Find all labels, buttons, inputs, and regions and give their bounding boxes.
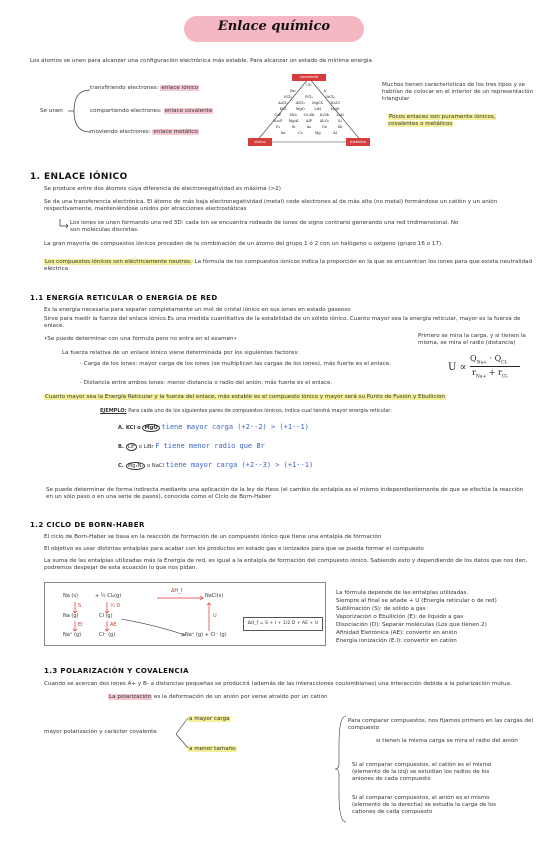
s13-right-brace (334, 714, 348, 824)
s11-side-note: Primero se mira la carga, y si tienen la misma, se mira el radio (distancia) (418, 333, 526, 347)
unions-brace (66, 88, 92, 134)
s13-right-3: Si al comparar compuestos, el catión es el mismo (elemento de la izq) se estudian los radios de los aniones de cada compuesto (352, 762, 492, 783)
s13-left-label: mayor polarización y carácter covalente (44, 729, 157, 735)
triangle-compound-label: K₃Sb (320, 113, 329, 117)
s11-line-2: Sirve para medir la fuerza del enlace iónico.Es una medida cuantitativa de la estabilidad de un sólido iónico. Cuanto mayor sea la energía reticular, mayor es la fuerza de enlace. (44, 316, 521, 330)
s11-line-3: •Se puede determinar con una fórmula pero no entra en el examen• (44, 336, 237, 342)
triangle-compound-label: MgO (295, 107, 305, 111)
unions-label: Se unen (40, 108, 63, 114)
s12-line-3: La suma de las entalpías utilizadas más la Energía de red, es igual a la entalpía de formación del compuesto iónico. Sabiendo esto y dependiendo de los datos que nos den, podremos despejar de esta ecuación lo que nos pidan. (44, 558, 528, 572)
triangle-compound-label: AlCl₃ (295, 101, 305, 105)
example-b: B. LiF o LiBr F tiene menor radio que Br (118, 442, 265, 450)
s13-right-4: Si al comparar compuestos, el anión es el mismo (elemento de la derecha) se estudia la carga de los cationes de cada compuesto (352, 795, 497, 816)
triangle-compound-label: SiCl₄ (325, 95, 335, 99)
energy-formula: U ∝ $Q_{Na+} \cdot Q_{Cl-}$ $r_{Na+} + r_{Cl-}$ (418, 354, 544, 384)
triangle-compound-label: As (306, 125, 312, 129)
triangle-compound-label: S₈ (338, 119, 342, 123)
page-title: Enlace químico (217, 19, 331, 34)
triangle-compound-label: Br₂ (290, 89, 296, 93)
union-item-covalent: compartiendo electrones: enlace covalente (90, 108, 213, 114)
s11-line-1: Es la energía necesaria para separar completamente un mol de cristal iónico en sus iones en estado gaseoso (44, 307, 351, 313)
triangle-compound-label: Sb (337, 125, 343, 129)
triangle-label-ionic: iónico (254, 139, 266, 144)
arrow-icon (58, 218, 70, 230)
triangle-compound-label: Cs (297, 131, 303, 135)
triangle-compound-label: Al (333, 131, 337, 135)
triangle-label-covalent: covalente (299, 74, 319, 79)
triangle-compound-label: Cs₃Sb (303, 113, 315, 117)
s11-conclusion: Cuanto mayor sea la Energía Reticular y la fuerza del enlace, más estable es el compuesto iónico y mayor será su Punto de Fusión y Ebullición (45, 394, 445, 400)
triangle-compound-label: PCl₃ (305, 95, 313, 99)
bh-legend-5: Afinidad Eletrónica (AE): convertir en anión (336, 630, 458, 636)
triangle-compound-label: MgCl₂ (312, 101, 324, 105)
bh-legend-2: Sublimación (S): de sólido a gas (336, 606, 426, 612)
s13-right-1: Para comparar compuestos, nos fijamos primero en las cargas del compuesto (348, 718, 534, 732)
triangle-compound-label: I₂ (323, 89, 327, 93)
triangle-compound-label: MgAl (288, 119, 299, 123)
union-item-ionic: transfiriendo electrones: enlace iónico (90, 85, 199, 91)
s13-right-2: si tienen la misma carga se mira el radio del anión (376, 738, 518, 744)
triangle-compound-label: Al₂O₃ (319, 119, 330, 123)
section-1-heading: 1. ENLACE IÓNICO (30, 172, 128, 182)
intro-text: Los átomos se unen para alcanzar una configuración electrónica más estable. Para alcanzar un estado de mínima energía (30, 58, 372, 64)
s13-branch-size: a menor tamaño (189, 746, 236, 752)
bh-legend-6: Energía ionización (E.I): convertir en catión (336, 638, 457, 644)
s1-line-5: Los compuestos iónicos son eléctricamente neutros. La fórmula de los compuestos iónicos indica la proporción en la que se encuentran los iones para que exista neutralidad eléctrica (44, 259, 533, 273)
triangle-compound-label: KCl (279, 107, 287, 111)
bh-legend-3: Vaporización o Ebullición (E): de líquido a gas (336, 614, 464, 620)
bh-legend-1: Siempre al final se añade + U (Energía reticular o de red) (336, 598, 497, 604)
example-c: C. Mg₃N₂ o NaCl tiene mayor carga (+2·-3) > (+1·-1) (118, 461, 314, 469)
s13-line-1: Cuando se acercan dos iones A+ y B- a distancias pequeñas se producirá (además de las interacciones coulombianas) una interacción debida a la polarización mutua. (44, 681, 512, 687)
triangle-note: Muchos tienen características de los tres tipos y se habrían de colocar en el interior de un representación triangular (382, 82, 534, 103)
union-item-metallic: moviendo electrones: enlace metálico (90, 129, 198, 135)
triangle-highlight-note: Pocos enlaces son puramente iónicos, covalentes o metálicos (388, 114, 496, 128)
triangle-compound-label: AlP (305, 119, 313, 123)
triangle-compound-label: Si (291, 125, 296, 129)
born-haber-diagram: Na (s) + ½ Cl₂(g) ΔH_f NaCl(s) S ½ D Na (g) Cl (g) EI AE U Na⁺ (g) Cl⁻ (g) Na⁺ (g) + Cl⁻ (g) ΔH_f = S + I + 1/2 D + AE + U (44, 582, 326, 646)
section-1-3-heading: 1.3 POLARIZACIÓN Y COVALENCIA (44, 667, 189, 675)
triangle-compound-label: Na₃P (273, 119, 283, 123)
s11-line-4: La fuerza relativa de un enlace iónico viene determinada por los siguientes factores: (62, 350, 300, 356)
s13-branch-charge: a mayor carga (189, 716, 230, 722)
triangle-compound-label: NaCl (330, 101, 340, 105)
triangle-compound-label: LiH (314, 107, 322, 111)
example-a: A. KCl o MgO tiene mayor carga (+2·-2) > (+1·-1) (118, 423, 309, 431)
s1-line-2: Se da una transferencia electrónica. El átomo de más baja electronegatividad (metal) cede electrones al de más alta (no metal) formándose un catión y un anión respectivamente, manteniéndose unidos por atracciones electrostáticas (44, 199, 498, 213)
section-1-1-heading: 1.1 ENERGÍA RETICULAR O ENERGÍA DE RED (30, 294, 218, 302)
section-1-2-heading: 1.2 CICLO DE BORN-HABER (30, 521, 145, 529)
s12-line-2: El objetivo es usar distintas entalpías para acabar con los productos en estado gas e ionizados para que se pueda formar el compuesto (44, 546, 424, 552)
bh-legend-0: La fórmula depende de las entalpías utilizadas. (336, 590, 469, 596)
triangle-compound-label: Cl₂ (306, 83, 312, 87)
s11-line-5: - Carga de los iones: mayor carga de los iones (se multiplican las cargas de los iones), más fuerte es el enlace. (80, 361, 391, 367)
triangle-compound-label: Ge (322, 125, 327, 129)
triangle-label-metallic: metálico (349, 139, 367, 144)
triangle-compound-label: CsF (274, 113, 282, 117)
triangle-compound-label: SiO₂ (289, 113, 298, 117)
s1-line-3: Los iones se unen formando una red 3D: cada ion se encuentra rodeado de iones de signo contrario generando una red tridimensional. No son moléculas discretas. (70, 220, 459, 234)
triangle-compound-label: Sn (280, 131, 286, 135)
s1-line-4: La gran mayoría de compuestos iónicos proceden de la combinación de un átomo del grupo 1 ó 2 con un halógeno u oxígeno (grupo 16 o 17). (44, 241, 443, 247)
s12-line-1: El ciclo de Born-Haber se basa en la reacción de formación de un compuesto iónico que tiene una entalpía de formación (44, 534, 382, 540)
triangle-compound-label: MgS (330, 107, 340, 111)
triangle-compound-label: LiAl (336, 113, 344, 117)
s1-line-1: Se produce entre dos átomos cuya diferencia de electronegatividad es máxima (>2) (44, 186, 281, 192)
s13-polarization: La polarización es la deformación de un anión por verse atraído por un catión (109, 694, 328, 700)
s11-hess: Se puede determinar de forma indirecta mediante una aplicación de la ley de Hess (el cambio de entalpía es el mismo independientemente de que se efectúe la reacción en un sólo paso o en una serie de pasos), conocida como el Ciclo de Born-Haber (46, 487, 524, 501)
triangle-compound-label: SCl₂ (284, 95, 292, 99)
triangle-compound-label: AsCl₃ (278, 101, 288, 105)
triangle-compound-label: P₄ (276, 125, 280, 129)
example-prompt: EJEMPLO: Para cada uno de los siguientes pares de compuestos iónicos, indica cual tendrá mayor energía reticular: (100, 408, 392, 414)
s11-line-6: - Distancia entre ambos iones: menor distancia o radio del anión, más fuerte es el enlace. (80, 380, 333, 386)
triangle-compound-label: Mg (314, 131, 321, 135)
bh-legend-4: Disociación (D): Separar moléculas (Los que tienen 2) (336, 622, 487, 628)
